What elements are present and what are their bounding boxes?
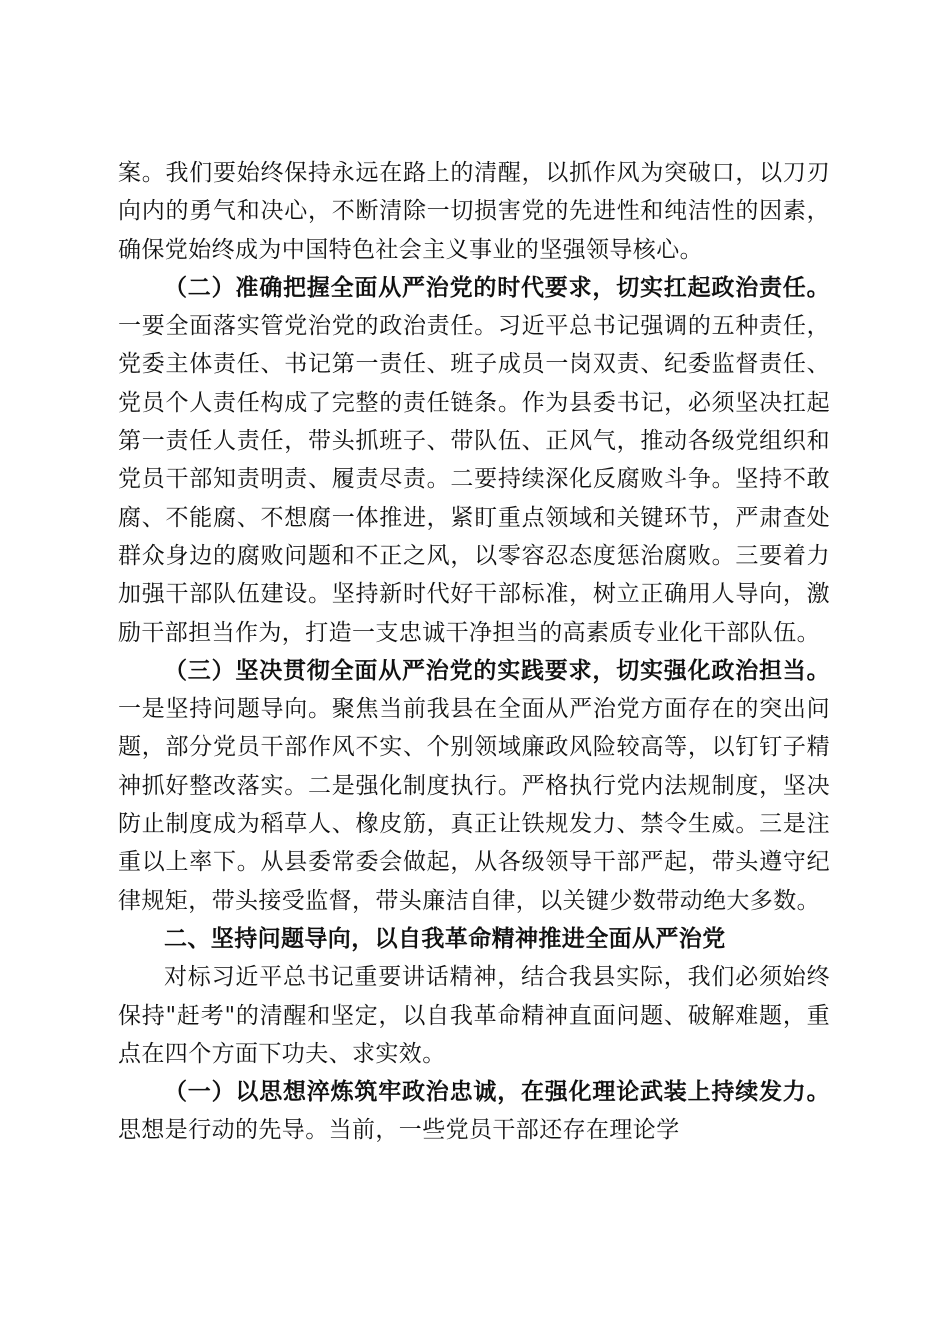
section-lead-3: （三）坚决贯彻全面从严治党的实践要求，切实强化政治担当。 [164, 657, 830, 684]
paragraph-intro-part-two: 对标习近平总书记重要讲话精神，结合我县实际，我们必须始终保持"赶考"的清醒和坚定，以自我革命精神直面问题、破解难题，重点在四个方面下功夫、求实效。 [118, 964, 830, 1067]
paragraph-section-2 [118, 269, 830, 652]
subsection-body-1: 思想是行动的先导。当前，一些党员干部还存在理论学 [118, 1117, 680, 1144]
heading-part-two: 二、坚持问题导向，以自我革命精神推进全面从严治党 [164, 925, 726, 952]
paragraph-continuation: 案。我们要始终保持永远在路上的清醒，以抓作风为突破口，以刀刃向内的勇气和决心，不断清除一切损害党的先进性和纯洁性的因素，确保党始终成为中国特色社会主义事业的坚强领导核心。 [118, 160, 830, 263]
subsection-lead-1: （一）以思想淬炼筑牢政治忠诚，在强化理论武装上持续发力。 [164, 1079, 830, 1106]
section-body-3: 一是坚持问题导向。聚焦当前我县在全面从严治党方面存在的突出问题，部分党员干部作风不实、个别领域廉政风险较高等，以钉钉子精神抓好整改落实。二是强化制度执行。严格执行党内法规制度，坚决防止制度成为稻草人、橡皮筋，真正让铁规发力、禁令生威。三是注重以上率下。从县委常委会做起，从各级领导干部严起，带头遵守纪律规矩，带头接受监督，带头廉洁自律，以关键少数带动绝大多数。 [118, 696, 830, 914]
document-page [118, 154, 830, 1150]
paragraph-subsection-1 [118, 1073, 830, 1150]
section-body-2: 一要全面落实管党治党的政治责任。习近平总书记强调的五种责任，党委主体责任、书记第一责任、班子成员一岗双责、纪委监督责任、党员个人责任构成了完整的责任链条。作为县委书记，必须坚决扛起第一责任人责任，带头抓班子、带队伍、正风气，推动各级党组织和党员干部知责明责、履责尽责。二要持续深化反腐败斗争。坚持不敢腐、不能腐、不想腐一体推进，紧盯重点领域和关键环节，严肃查处群众身边的腐败问题和不正之风，以零容忍态度惩治腐败。三要着力加强干部队伍建设。坚持新时代好干部标准，树立正确用人导向，激励干部担当作为，打造一支忠诚干净担当的高素质专业化干部队伍。 [118, 313, 830, 646]
paragraph-section-3 [118, 652, 830, 920]
section-lead-2: （二）准确把握全面从严治党的时代要求，切实扛起政治责任。 [164, 274, 830, 301]
